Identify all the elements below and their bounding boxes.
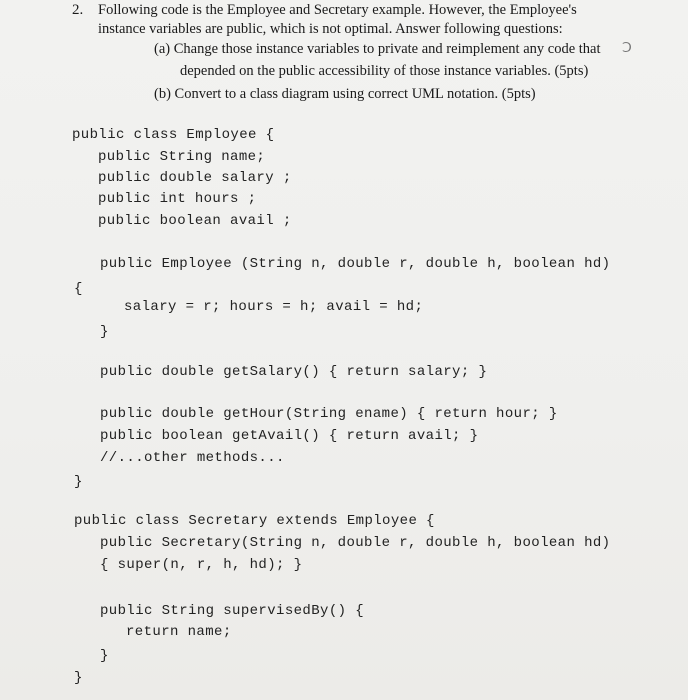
code-line: //...other methods...	[100, 450, 285, 466]
code-line: public String name;	[98, 149, 266, 165]
code-line: }	[74, 670, 83, 686]
code-line: { super(n, r, h, hd); }	[100, 557, 303, 573]
question-line-1: Following code is the Employee and Secretary example. However, the Employee's	[98, 2, 577, 18]
code-line: {	[74, 281, 83, 297]
question-number: 2.	[72, 2, 84, 18]
margin-mark: Ↄ	[622, 41, 632, 56]
code-line: }	[74, 474, 83, 490]
code-line: public int hours ;	[98, 191, 257, 207]
code-line: public double getSalary() { return salary; }	[100, 364, 488, 380]
code-line: public boolean getAvail() { return avail; }	[100, 428, 479, 444]
code-line: public class Secretary extends Employee {	[74, 513, 435, 529]
code-line: public Secretary(String n, double r, double h, boolean hd)	[100, 535, 611, 551]
code-line: }	[100, 648, 109, 664]
code-line: public String supervisedBy() {	[100, 603, 365, 619]
question-part-a: (a) Change those instance variables to private and reimplement any code that	[154, 41, 601, 57]
question-line-2: instance variables are public, which is not optimal. Answer following questions:	[98, 21, 563, 37]
code-line: public Employee (String n, double r, double h, boolean hd)	[100, 256, 611, 272]
code-line: salary = r; hours = h; avail = hd;	[124, 299, 424, 315]
question-part-a-cont: depended on the public accessibility of those instance variables. (5pts)	[180, 63, 589, 79]
code-line: public double salary ;	[98, 170, 292, 186]
code-line: }	[100, 324, 109, 340]
code-line: public double getHour(String ename) { return hour; }	[100, 406, 558, 422]
code-line: public class Employee {	[72, 127, 275, 143]
question-part-b: (b) Convert to a class diagram using correct UML notation. (5pts)	[154, 86, 536, 102]
code-line: public boolean avail ;	[98, 213, 292, 229]
code-line: return name;	[126, 624, 232, 640]
